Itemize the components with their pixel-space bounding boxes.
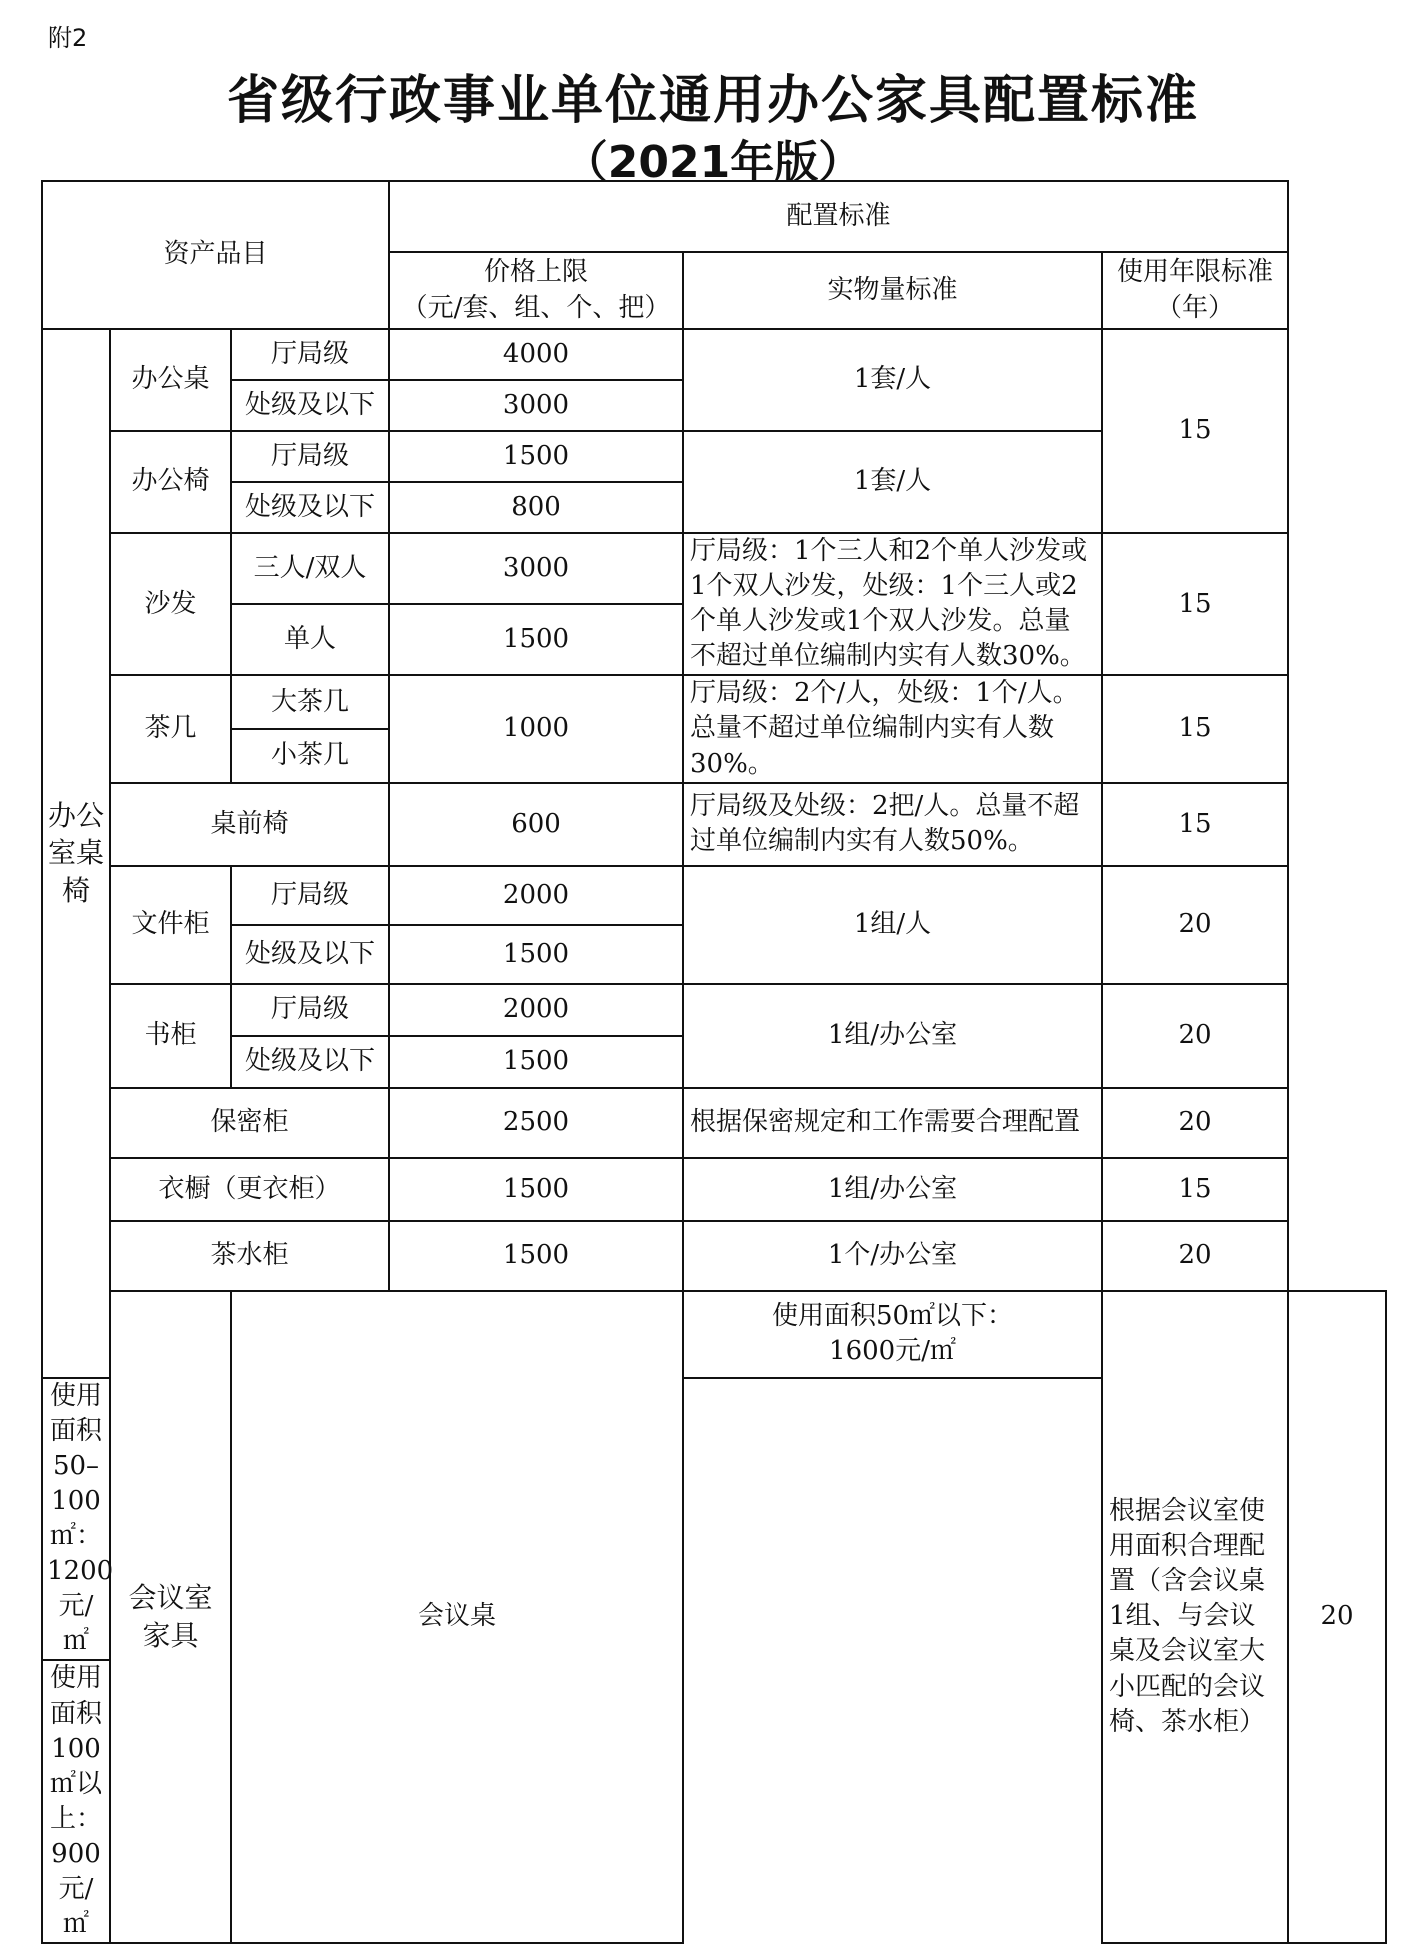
item-price	[42, 1378, 114, 1661]
item-life: 20	[1102, 1088, 1288, 1158]
item-price: 800	[389, 482, 683, 533]
item-price: 3000	[389, 533, 683, 604]
item-name: 书柜	[110, 984, 231, 1088]
item-level: 处级及以下	[231, 1036, 389, 1088]
item-life: 15	[1102, 1158, 1288, 1221]
item-life: 15	[1102, 329, 1288, 533]
item-life: 15	[1102, 533, 1288, 675]
page-subtitle: （2021年版）	[563, 137, 863, 188]
table-row	[42, 675, 1386, 729]
item-sub: 单人	[231, 604, 389, 675]
item-level: 厅局级	[231, 329, 389, 380]
item-sub: 大茶几	[231, 675, 389, 729]
item-life: 15	[1102, 783, 1288, 866]
item-price: 1500	[389, 604, 683, 675]
item-price: 1500	[389, 431, 683, 482]
item-name: 文件柜	[110, 866, 231, 984]
item-level: 厅局级	[231, 866, 389, 925]
item-quantity: 1个/办公室	[683, 1221, 1102, 1291]
item-price: 1500	[389, 1158, 683, 1221]
item-level: 厅局级	[231, 431, 389, 482]
header-asset-item: 资产品目	[42, 181, 389, 329]
header-price-cap-label: 价格上限	[484, 257, 589, 288]
item-quantity: 1套/人	[683, 329, 1102, 431]
table-row	[42, 1221, 1386, 1291]
header-life-standard	[1102, 252, 1288, 329]
item-price: 2000	[389, 866, 683, 925]
item-level: 处级及以下	[231, 925, 389, 984]
item-name: 衣橱（更衣柜）	[110, 1158, 389, 1221]
item-quantity: 厅局级及处级：2把/人。总量不超过单位编制内实有人数50%。	[683, 783, 1102, 866]
item-life: 20	[1102, 866, 1288, 984]
price-area-label: 使用面积50–100㎡：	[49, 1380, 102, 1552]
header-life-label: 使用年限标准	[1117, 257, 1274, 288]
item-price: 2500	[389, 1088, 683, 1158]
table-row	[42, 329, 1386, 380]
furniture-standard-table	[41, 180, 1387, 1944]
item-quantity: 1组/人	[683, 866, 1102, 984]
item-level: 处级及以下	[231, 380, 389, 431]
item-name: 茶水柜	[110, 1221, 389, 1291]
item-name: 办公椅	[110, 431, 231, 533]
header-config-standard: 配置标准	[389, 181, 1288, 252]
item-name: 办公桌	[110, 329, 231, 431]
item-quantity: 1组/办公室	[683, 1158, 1102, 1221]
table-row	[42, 1158, 1386, 1221]
item-price: 1500	[389, 1221, 683, 1291]
price-area-label: 使用面积50㎡以下：	[771, 1301, 1014, 1332]
item-price: 4000	[389, 329, 683, 380]
item-life: 20	[1102, 1221, 1288, 1291]
item-name: 茶几	[110, 675, 231, 782]
item-quantity: 厅局级：1个三人和2个单人沙发或1个双人沙发，处级：1个三人或2个单人沙发或1个双人沙发。总量不超过单位编制内实有人数30%。	[683, 533, 1102, 675]
item-life: 20	[1102, 984, 1288, 1088]
category-office-furniture: 办公室桌椅	[42, 329, 110, 1378]
item-level: 处级及以下	[231, 482, 389, 533]
table-row	[42, 1291, 1386, 1378]
item-price: 1500	[389, 925, 683, 984]
page-title: 省级行政事业单位通用办公家具配置标准	[226, 71, 1199, 131]
table-row	[42, 533, 1386, 604]
item-price: 3000	[389, 380, 683, 431]
header-price-unit: （元/套、组、个、把）	[401, 292, 671, 323]
category-meeting-furniture: 会议室家具	[110, 1291, 231, 1944]
item-name: 保密柜	[110, 1088, 389, 1158]
item-quantity: 根据会议室使用面积合理配置（含会议桌1组、与会议桌及会议室大小匹配的会议椅、茶水柜）	[1102, 1291, 1288, 1944]
item-name: 桌前椅	[110, 783, 389, 866]
item-sub: 小茶几	[231, 729, 389, 783]
table-row	[42, 866, 1386, 925]
price-area-value: 1200元/㎡	[47, 1556, 114, 1657]
item-price: 600	[389, 783, 683, 866]
item-quantity: 根据保密规定和工作需要合理配置	[683, 1088, 1102, 1158]
table-header-row	[42, 181, 1386, 252]
item-life: 15	[1102, 675, 1288, 782]
item-quantity: 厅局级：2个/人，处级：1个/人。总量不超过单位编制内实有人数 30%。	[683, 675, 1102, 782]
attachment-label: 附2	[48, 24, 88, 52]
item-price	[42, 1660, 110, 1943]
header-life-unit: （年）	[1156, 292, 1235, 323]
header-price-cap	[389, 252, 683, 329]
item-quantity: 1套/人	[683, 431, 1102, 533]
table-row	[42, 1088, 1386, 1158]
item-name: 会议桌	[231, 1291, 683, 1944]
item-price	[683, 1291, 1102, 1378]
item-price: 2000	[389, 984, 683, 1036]
item-level: 厅局级	[231, 984, 389, 1036]
item-price: 1000	[389, 675, 683, 782]
item-sub: 三人/双人	[231, 533, 389, 604]
item-life: 20	[1288, 1291, 1386, 1944]
price-area-value: 900元/㎡	[51, 1838, 101, 1940]
price-area-label: 使用面积100㎡以上：	[49, 1663, 102, 1834]
item-name: 沙发	[110, 533, 231, 675]
header-quantity-standard: 实物量标准	[683, 252, 1102, 329]
table-row	[42, 783, 1386, 866]
price-area-value: 1600元/㎡	[829, 1336, 956, 1367]
table-row	[42, 984, 1386, 1036]
item-quantity: 1组/办公室	[683, 984, 1102, 1088]
item-price: 1500	[389, 1036, 683, 1088]
